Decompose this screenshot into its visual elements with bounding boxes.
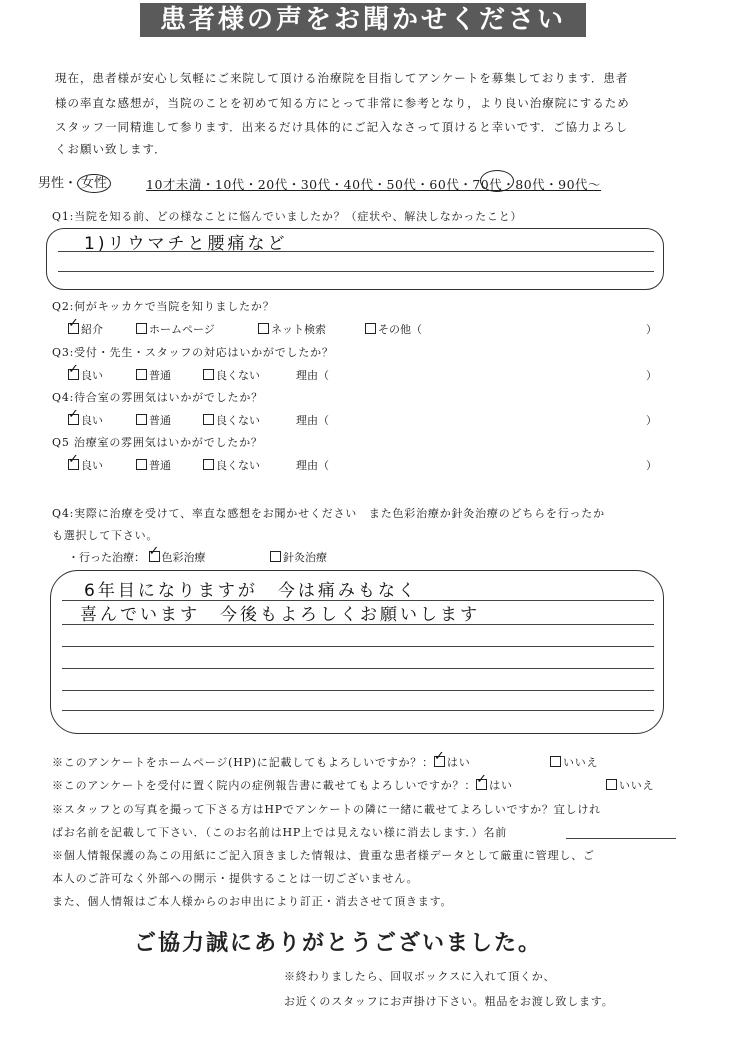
gender-female-selected[interactable]: 女性	[77, 174, 111, 193]
privacy-note-2: 本人のご許可なく外部への開示・提供することは一切ございません。	[52, 872, 419, 885]
q4b-label-2: も選択して下さい。	[52, 529, 159, 542]
gender-male[interactable]: 男性	[38, 176, 65, 191]
q4a-option-normal[interactable]: 普通	[136, 412, 171, 428]
q2-option-homepage[interactable]: ホームページ	[136, 321, 215, 337]
q4a-close-paren: ）	[646, 414, 657, 427]
report-permission-row: ※このアンケートを受付に置く院内の症例報告書に載せてもよろしいですか？：✓ はい	[52, 777, 513, 793]
q3-close-paren: ）	[646, 369, 657, 382]
checkbox-icon[interactable]	[606, 779, 617, 790]
intro-line-1: 現在，患者様が安心し気軽にご来院して頂ける治療院を目指してアンケートを募集しております．患者	[55, 71, 629, 85]
intro-line-4: くお願い致します．	[55, 142, 167, 156]
treatment-acupuncture[interactable]: 針灸治療	[270, 549, 327, 565]
checkbox-icon[interactable]	[550, 756, 561, 767]
name-field-line[interactable]	[566, 838, 676, 839]
q3-reason[interactable]: 理由（	[296, 369, 329, 382]
treatment-row	[68, 549, 206, 565]
photo-note-1: ※スタッフとの写真を撮って下さる方はHPでアンケートの隣に一緒に載せてよろしいですか？宜しけれ	[52, 803, 601, 816]
q2-label: Q2:何がキッカケで当院を知りましたか？	[52, 300, 275, 313]
checkbox-icon[interactable]	[203, 414, 214, 425]
checkbox-icon[interactable]	[136, 459, 147, 470]
q3-label: Q3:受付・先生・スタッフの対応はいかがでしたか？	[52, 346, 334, 359]
checkbox-icon[interactable]	[270, 551, 281, 562]
footer-line-1: ※終わりましたら、回収ボックスに入れて頂くか、	[284, 970, 556, 983]
treatment-label: ・行った治療：	[68, 551, 145, 564]
q1-answer: 1)リウマチと腰痛など	[84, 234, 288, 254]
q4a-option-good[interactable]: ✓良い	[68, 412, 103, 428]
footer-line-2: お近くのスタッフにお声掛け下さい。粗品をお渡し致します。	[284, 995, 614, 1008]
treatment-color[interactable]: ✓ 色彩治療	[149, 551, 206, 564]
q5-close-paren: ）	[646, 459, 657, 472]
checkbox-icon[interactable]	[203, 369, 214, 380]
q5-reason[interactable]: 理由（	[296, 459, 329, 472]
q3-option-normal[interactable]: 普通	[136, 367, 171, 383]
report-yes[interactable]: はい	[489, 779, 513, 792]
q2-option-other[interactable]: その他（	[365, 321, 422, 337]
q4b-answer-line-1: 6年目になりますが 今は痛みもなく	[84, 581, 418, 601]
checkbox-icon[interactable]	[258, 323, 269, 334]
thanks-message: ご協力誠にありがとうございました。	[134, 931, 543, 956]
hp-permission-row: ※このアンケートをホームページ(HP)に記載してもよろしいですか？：✓ はい	[52, 754, 471, 770]
hp-no[interactable]: いいえ	[550, 754, 598, 770]
q4a-option-bad[interactable]: 良くない	[203, 412, 260, 428]
q1-label: Q1:当院を知る前、どの様なことに悩んでいましたか？（症状や、解決しなかったこと）	[52, 210, 523, 223]
privacy-note-3: また、個人情報はご本人様からのお申出により訂正・消去させて頂きます。	[52, 895, 453, 908]
checkbox-checked-icon[interactable]	[434, 756, 445, 767]
checkbox-checked-icon[interactable]	[68, 414, 79, 425]
q5-option-good[interactable]: ✓良い	[68, 457, 103, 473]
q4b-label-1: Q4:実際に治療を受けて、率直な感想をお聞かせください また色彩治療か針灸治療のどちらを行ったか	[52, 507, 605, 520]
checkbox-icon[interactable]	[136, 323, 147, 334]
privacy-note-1: ※個人情報保護の為この用紙にご記入頂きました情報は、貴重な患者様データとして厳重に管理し、ご	[52, 849, 595, 862]
q5-label: Q5 治療室の雰囲気はいかがでしたか？	[52, 436, 263, 449]
q3-option-bad[interactable]: 良くない	[203, 367, 260, 383]
hp-yes[interactable]: はい	[446, 756, 471, 769]
checkbox-icon[interactable]	[203, 459, 214, 470]
checkbox-icon[interactable]	[136, 369, 147, 380]
q5-option-normal[interactable]: 普通	[136, 457, 171, 473]
checkbox-icon[interactable]	[365, 323, 376, 334]
age-options[interactable]: 10才未満・10代・20代・30代・40代・50代・60代・70代・80代・90代～	[146, 177, 602, 192]
intro-line-3: スタッフ一同精進して参ります．出来るだけ具体的にご記入なさって頂けると幸いです．ご協力よろし	[55, 120, 629, 134]
checkbox-checked-icon[interactable]	[68, 323, 79, 334]
q4a-reason[interactable]: 理由（	[296, 414, 329, 427]
checkbox-checked-icon[interactable]	[68, 459, 79, 470]
q3-option-good[interactable]: ✓良い	[68, 367, 103, 383]
checkbox-checked-icon[interactable]	[476, 779, 487, 790]
checkbox-checked-icon[interactable]	[149, 551, 160, 562]
intro-line-2: 様の率直な感想が，当院のことを初めて知る方にとって非常に参考となり，より良い治療院にするため	[55, 96, 630, 110]
gender-sep: ・	[64, 176, 78, 191]
checkbox-icon[interactable]	[136, 414, 147, 425]
age-60-circle	[480, 170, 514, 192]
report-no[interactable]: いいえ	[606, 777, 654, 793]
q4b-answer-line-2: 喜んでいます 今後もよろしくお願いします	[80, 605, 480, 625]
q2-close-paren: ）	[646, 323, 657, 336]
q2-option-referral[interactable]: ✓紹介	[68, 321, 103, 337]
photo-note-2: ばお名前を記載して下さい．（このお名前はHP上では見えない様に消去します．）名前	[52, 826, 508, 839]
gender-row	[38, 172, 111, 191]
checkbox-checked-icon[interactable]	[68, 369, 79, 380]
q2-option-net-search[interactable]: ネット検索	[258, 321, 326, 337]
q5-option-bad[interactable]: 良くない	[203, 457, 260, 473]
page-title: 患者様の声をお聞かせください	[140, 3, 586, 37]
q4a-label: Q4:待合室の雰囲気はいかがでしたか？	[52, 391, 263, 404]
